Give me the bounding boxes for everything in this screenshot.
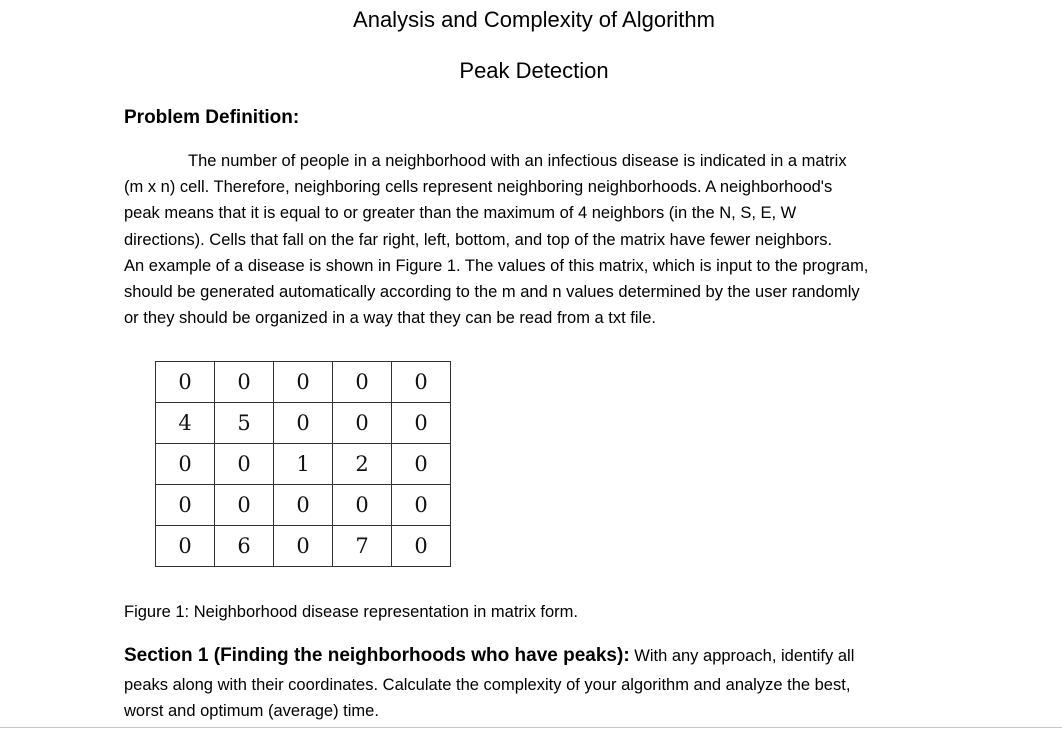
matrix-cell: 0 — [392, 362, 451, 403]
document-title: Analysis and Complexity of Algorithm — [353, 7, 715, 32]
matrix-cell: 0 — [156, 362, 215, 403]
matrix-cell: 0 — [274, 485, 333, 526]
page-bottom-rule — [0, 727, 1062, 728]
matrix-cell: 0 — [215, 444, 274, 485]
matrix-cell: 0 — [215, 362, 274, 403]
matrix-row — [156, 362, 451, 403]
matrix-cell: 0 — [156, 485, 215, 526]
figure-caption: Figure 1: Neighborhood disease representation in matrix form. — [124, 603, 578, 621]
matrix-cell: 1 — [274, 444, 333, 485]
matrix-cell: 0 — [333, 362, 392, 403]
matrix-cell: 4 — [156, 403, 215, 444]
paragraph-line: or they should be organized in a way that they can be read from a txt file. — [124, 309, 656, 327]
document-subtitle: Peak Detection — [459, 58, 609, 83]
matrix-row — [156, 444, 451, 485]
matrix-cell: 0 — [392, 526, 451, 567]
paragraph-line: (m x n) cell. Therefore, neighboring cells represent neighboring neighborhoods. A neighborhood's — [124, 178, 833, 196]
paragraph-line: peak means that it is equal to or greater than the maximum of 4 neighbors (in the N, S, E, W — [124, 204, 797, 222]
matrix-cell: 2 — [333, 444, 392, 485]
section1-text: With any approach, identify all — [629, 647, 855, 665]
matrix-cell: 5 — [215, 403, 274, 444]
matrix-cell: 0 — [215, 485, 274, 526]
matrix-cell: 0 — [274, 526, 333, 567]
problem-definition-heading: Problem Definition: — [124, 107, 300, 128]
matrix-row — [156, 485, 451, 526]
section1-line — [124, 644, 854, 668]
matrix-row — [156, 526, 451, 567]
paragraph-line: directions). Cells that fall on the far right, left, bottom, and top of the matrix have fewer neighbors. — [124, 231, 833, 249]
paragraph-line: should be generated automatically according to the m and n values determined by the user randomly — [124, 283, 860, 301]
matrix-cell: 0 — [156, 526, 215, 567]
matrix-cell: 0 — [156, 444, 215, 485]
matrix-cell: 6 — [215, 526, 274, 567]
matrix-cell: 0 — [392, 403, 451, 444]
matrix-cell: 0 — [274, 362, 333, 403]
section1-title: Section 1 (Finding the neighborhoods who have peaks): — [124, 645, 630, 666]
paragraph-line: An example of a disease is shown in Figure 1. The values of this matrix, which is input to the program, — [124, 257, 869, 275]
matrix-cell: 0 — [392, 444, 451, 485]
matrix-row — [156, 403, 451, 444]
matrix-cell: 0 — [392, 485, 451, 526]
matrix-cell: 0 — [274, 403, 333, 444]
matrix-cell: 0 — [333, 403, 392, 444]
matrix-cell: 0 — [333, 485, 392, 526]
section1-line: worst and optimum (average) time. — [124, 702, 379, 720]
section1-line: peaks along with their coordinates. Calculate the complexity of your algorithm and analyze the best, — [124, 676, 851, 694]
matrix-cell: 7 — [333, 526, 392, 567]
matrix-figure — [155, 361, 451, 567]
paragraph-line: The number of people in a neighborhood with an infectious disease is indicated in a matrix — [188, 152, 847, 170]
